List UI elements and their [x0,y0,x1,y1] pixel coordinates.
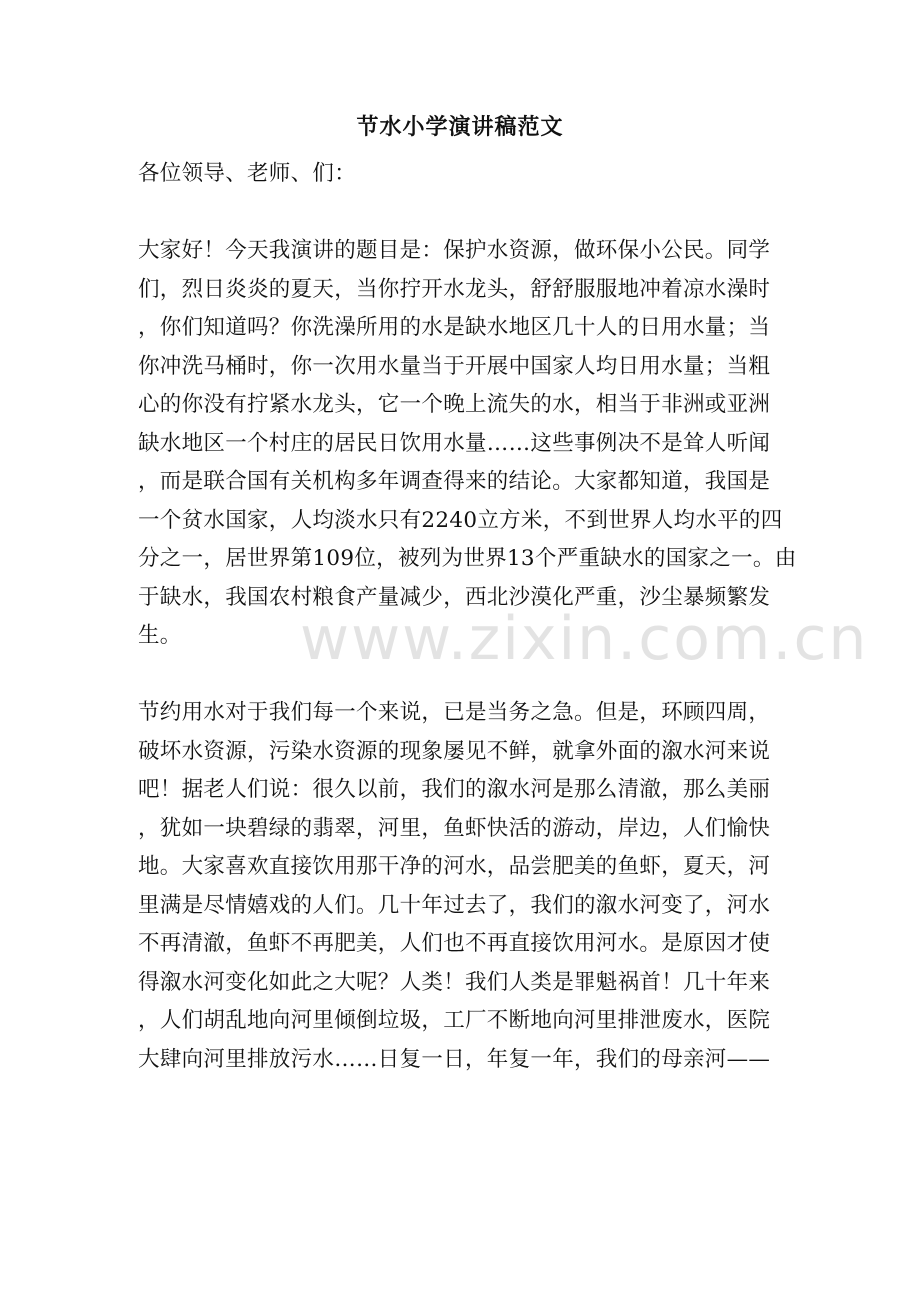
paragraph-salutation [138,155,788,194]
text-line: 一个贫水国家，人均淡水只有2240立方米，不到世界人均水平的四 [138,507,783,533]
text-line: 大肆向河里排放污水……日复一日，年复一年，我们的母亲河—— [138,1046,771,1072]
text-line: 缺水地区一个村庄的居民日饮用水量……这些事例决不是耸人听闻 [138,430,771,456]
document-title: 节水小学演讲稿范文 [356,114,564,140]
text-line: 分之一，居世界第109位，被列为世界13个严重缺水的国家之一。由 [138,546,797,571]
text-line: ，而是联合国有关机构多年调查得来的结论。大家都知道，我国是 [138,469,771,494]
text-line: 心的你没有拧紧水龙头，它一个晚上流失的水，相当于非洲或亚洲 [138,392,771,417]
text-line: 地。大家喜欢直接饮用那干净的河水，品尝肥美的鱼虾，夏天，河 [138,854,771,879]
paragraph-2 [138,694,788,1079]
text-line: 你冲洗马桶时，你一次用水量当于开展中国家人均日用水量；当粗 [138,353,771,379]
text-line: ，你们知道吗？你洗澡所用的水是缺水地区几十人的日用水量；当 [138,315,771,340]
text-line: 于缺水，我国农村粮食产量减少，西北沙漠化严重，沙尘暴频繁发 [138,584,771,610]
document-body [138,155,797,1079]
text-line: ，人们胡乱地向河里倾倒垃圾，工厂不断地向河里排泄废水，医院 [138,1008,771,1033]
text-line: 里满是尽情嬉戏的人们。几十年过去了，我们的溆水河变了，河水 [138,892,771,918]
paragraph-gap [138,656,788,695]
text-line: 各位领导、老师、们： [138,161,357,186]
text-line: 不再清澈，鱼虾不再肥美，人们也不再直接饮用河水。是原因才使 [138,931,771,956]
paragraph-1 [138,232,797,656]
text-line: 破坏水资源，污染水资源的现象屡见不鲜，就拿外面的溆水河来说 [138,738,771,764]
text-line: 生。 [138,623,182,648]
watermark: www.zixin.com.cn [300,604,869,674]
paragraph-gap [138,194,788,233]
text-line: 们，烈日炎炎的夏天，当你拧开水龙头，舒舒服服地冲着凉水澡时 [138,276,771,302]
text-line: 节约用水对于我们每一个来说，已是当务之急。但是，环顾四周， [138,700,771,725]
text-line: 吧！据老人们说：很久以前，我们的溆水河是那么清澈，那么美丽 [138,777,771,802]
text-line: 得溆水河变化如此之大呢？人类！我们人类是罪魁祸首！几十年来 [138,969,771,995]
text-line: 大家好！今天我演讲的题目是：保护水资源，做环保小公民。同学 [138,238,771,263]
text-line: ，犹如一块碧绿的翡翠，河里，鱼虾快活的游动，岸边，人们愉快 [138,815,771,841]
